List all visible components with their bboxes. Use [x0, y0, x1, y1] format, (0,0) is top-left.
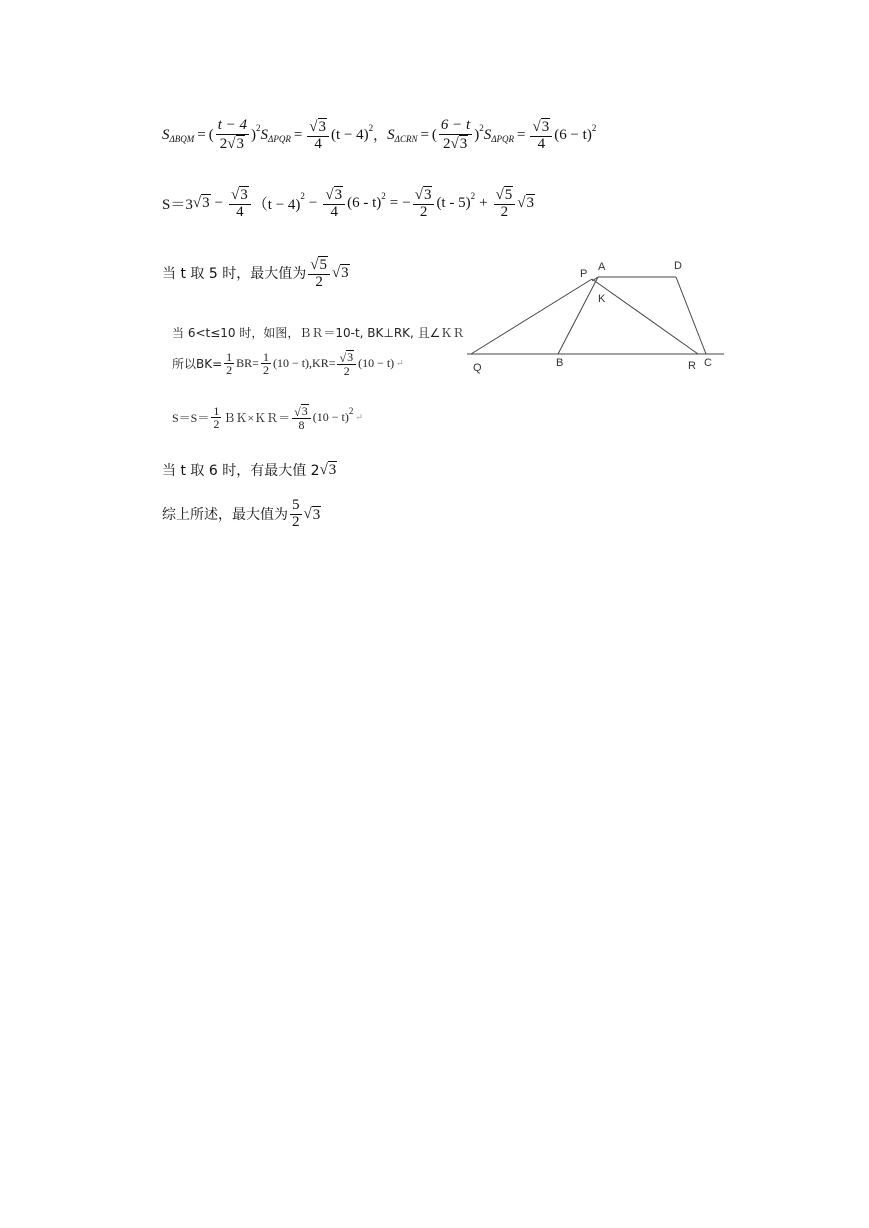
label-a: A	[598, 261, 606, 273]
plus: +	[479, 194, 488, 211]
frac-num: 1	[213, 403, 220, 418]
radicand: 3	[328, 462, 337, 479]
radicand: 3	[526, 195, 535, 212]
frac-den: 4	[236, 203, 244, 220]
paren-expr: （t − 4)	[252, 196, 301, 213]
frac-den: 2	[500, 203, 509, 220]
minus: −	[402, 194, 411, 211]
s-crn: S	[387, 126, 395, 143]
fraction-sqrt3-over-4: √ 3 4	[530, 118, 552, 152]
fraction-6-minus-t: 6 − t 2 √ 3	[440, 117, 471, 152]
fraction: √ 3 2	[413, 186, 435, 220]
exponent: 2	[368, 123, 374, 134]
fraction: √ 3 4	[229, 186, 251, 220]
equals: =	[517, 126, 526, 143]
frac-num: 6 − t	[440, 117, 471, 133]
label-b: B	[556, 357, 564, 369]
edge-q-p	[471, 279, 592, 354]
exponent: 2	[470, 191, 476, 202]
paren-expr: (6 − t)	[554, 126, 592, 143]
minus: −	[214, 194, 224, 211]
comma: ，	[373, 128, 388, 145]
frac-num: t − 4	[217, 117, 248, 133]
sub-pqr: ΔPQR	[268, 134, 291, 145]
fraction	[290, 498, 302, 531]
fraction: √ 5 2	[494, 186, 516, 220]
exponent: 2	[348, 405, 354, 416]
frac-den: 4	[330, 203, 338, 220]
frac-den: 8	[298, 418, 305, 433]
condition-text: 当 6<t≤10 时，如图，ＢＲ＝10-t, BK⊥RK, 且∠ＫＲ	[172, 326, 465, 340]
paren-expr: (t − 4)	[331, 126, 369, 143]
radicand: 3	[341, 265, 349, 282]
conclusion-text: 综上所述，最大值为	[162, 507, 288, 524]
paren-open: (	[208, 126, 214, 143]
frac-den: 2	[213, 417, 220, 432]
frac-num-rad: 3	[541, 119, 550, 135]
frac-den-coef: 2	[442, 135, 451, 152]
frac-den: 2	[343, 364, 350, 379]
radicand: 3	[202, 195, 210, 212]
formula-line-1	[162, 118, 596, 152]
label-c: C	[704, 357, 712, 369]
frac-den: 4	[537, 135, 546, 152]
edge-d-c	[676, 277, 706, 354]
frac-den: 4	[314, 135, 322, 152]
formula-line-2: S＝3 √ 3 − √ 3 4 （t − 4) 2 − √ 3 4 (6 - t) 2 = − √ 3 2 (t - 5) 2 + √ 5 2 √ 3	[162, 186, 535, 220]
label-d: D	[674, 260, 682, 272]
exponent: 2	[591, 123, 597, 134]
fraction-t-minus-4: t − 4 2 √ 3	[217, 117, 248, 152]
paren-expr: (6 - t)	[347, 194, 382, 211]
frac-num: 1	[262, 349, 269, 364]
fraction: √ 3 4	[323, 186, 345, 220]
exponent: 2	[256, 123, 261, 134]
paren-expr: (10 − t)	[358, 356, 395, 371]
s-pqr: S	[483, 126, 492, 143]
frac-num: 1	[226, 349, 233, 364]
label-k: K	[598, 293, 606, 305]
exponent: 2	[479, 123, 484, 134]
paragraph-mark-icon: ↵	[396, 358, 404, 369]
label-r: R	[688, 360, 696, 372]
frac-num-rad: 3	[318, 119, 327, 135]
text-line-4	[172, 324, 464, 341]
text-line-7: 当 t 取 6 时，有最大值 2 √ 3	[162, 461, 337, 479]
bk-kr-product: ＢＫ×ＫＲ＝	[223, 411, 291, 426]
label-q: Q	[473, 362, 482, 374]
s-eq: S＝S＝	[172, 411, 210, 426]
paren-close: )	[474, 126, 480, 143]
paren-expr: (t - 5)	[436, 194, 471, 211]
frac-num-rad: 5	[504, 187, 513, 203]
frac-den: 2	[262, 363, 269, 378]
edge-b-a	[558, 277, 598, 354]
frac-den: 2	[226, 363, 233, 378]
sub-crn: ΔCRN	[394, 134, 418, 145]
bk-label: 所以BK=	[172, 357, 223, 372]
frac-num-rad: 3	[240, 187, 248, 203]
equals: =	[197, 126, 206, 143]
br-text: BR=	[236, 356, 259, 371]
frac-num-rad: 5	[319, 257, 327, 273]
fraction	[261, 351, 271, 377]
fraction	[224, 351, 234, 377]
paren-close: )	[251, 126, 257, 143]
frac-num-rad: 3	[301, 404, 308, 418]
fraction: √ 5 2	[308, 256, 330, 290]
equals: =	[389, 194, 399, 211]
text-line-5	[172, 350, 404, 378]
fraction-sqrt3-over-4: √ 3 4	[307, 118, 329, 152]
text-line-8: 综上所述，最大值为 $\frac{5}{2}$ √ 3	[162, 497, 321, 530]
equals: =	[420, 126, 429, 143]
text-line-6	[172, 404, 363, 432]
paren-expr: (10 − t)	[312, 410, 349, 425]
frac-num: 5	[292, 497, 300, 513]
fraction: √ 3 2	[337, 350, 356, 378]
frac-num-rad: 3	[334, 187, 343, 203]
exponent: 2	[300, 191, 305, 202]
edge-p-r	[592, 279, 698, 354]
max-value-text: 当 t 取 6 时，有最大值 2	[162, 463, 320, 479]
exponent: 2	[381, 191, 386, 202]
s-pqr: S	[260, 126, 269, 143]
paragraph-mark-icon: ↵	[355, 412, 363, 423]
text-line-3: 当 t 取 5 时，最大值为 √ 5 2 √ 3	[162, 256, 349, 290]
s-lhs: S＝3	[162, 196, 193, 213]
frac-den-coef: 2	[219, 135, 228, 152]
paren-open: (	[431, 126, 437, 143]
kr-text: (10 − t),KR=	[272, 356, 336, 371]
frac-den: 2	[419, 203, 428, 220]
frac-den: 2	[292, 513, 300, 530]
minus: −	[308, 194, 318, 211]
fraction	[211, 405, 221, 431]
max-value-text: 当 t 取 5 时，最大值为	[162, 266, 307, 283]
frac-den-rad: 3	[459, 135, 468, 152]
s-bqm: S	[162, 126, 170, 143]
frac-num-rad: 3	[423, 187, 432, 203]
trapezoid-figure	[462, 255, 732, 380]
sub-bqm: ΔBQM	[169, 134, 195, 145]
frac-den-rad: 3	[236, 135, 245, 152]
sub-pqr: ΔPQR	[491, 134, 514, 145]
fraction: √ 3 8	[292, 404, 311, 432]
radicand: 3	[312, 506, 321, 523]
equals: =	[293, 126, 303, 143]
label-p: P	[580, 268, 588, 280]
frac-num-rad: 3	[347, 350, 354, 364]
frac-den: 2	[315, 273, 323, 290]
